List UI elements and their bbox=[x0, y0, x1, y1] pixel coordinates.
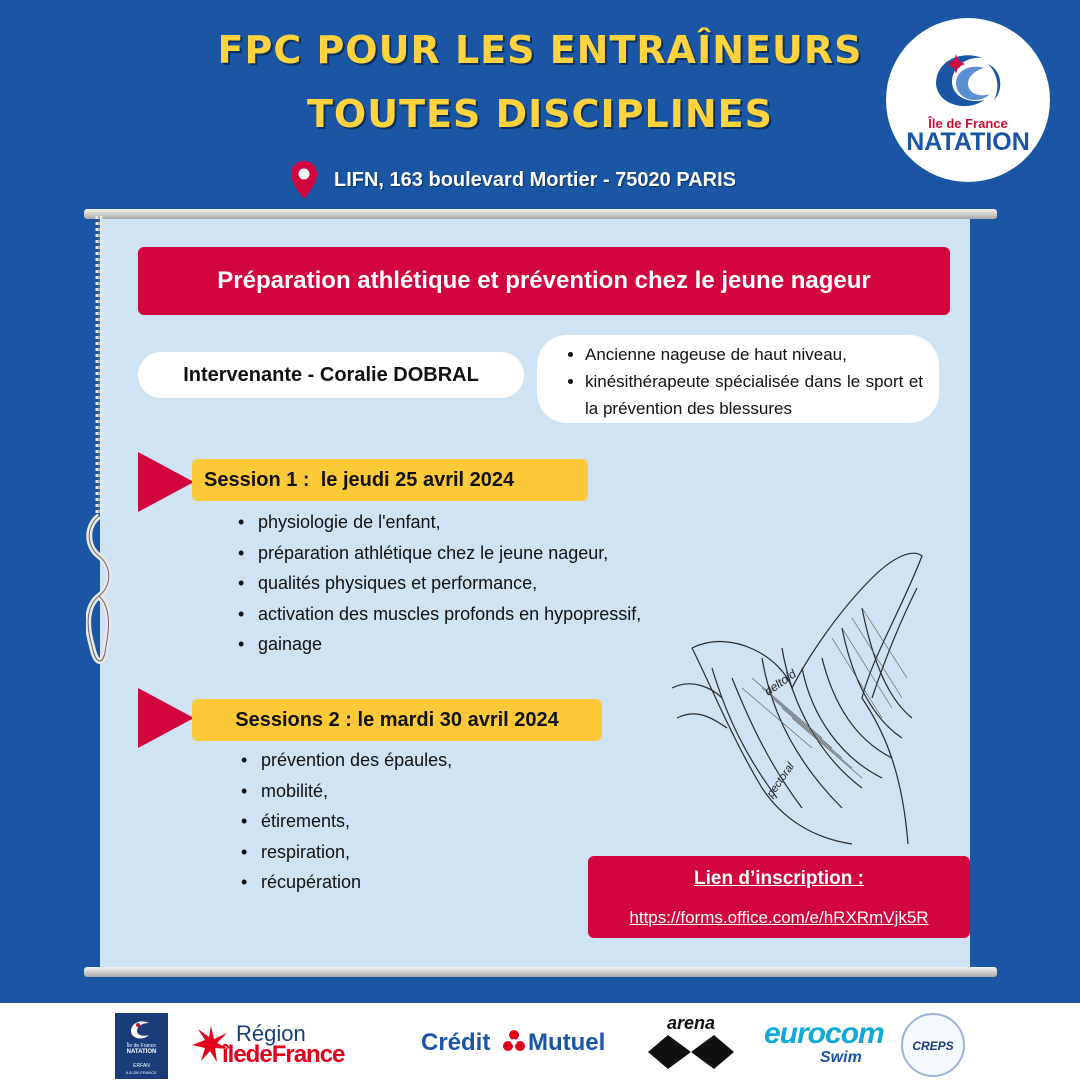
title-line-2: TOUTES DISCIPLINES bbox=[307, 92, 773, 136]
sponsor-footer bbox=[0, 1003, 1080, 1080]
arena-text: arena bbox=[666, 1013, 716, 1033]
registration-box bbox=[588, 856, 970, 938]
scroll-rod-bottom bbox=[84, 967, 997, 977]
arena-diamond-icon bbox=[648, 1035, 734, 1069]
list-item: • respiration, bbox=[241, 842, 452, 873]
eurocom-swim-text: Swim bbox=[820, 1049, 862, 1066]
credit-mutuel-text-2: Mutuel bbox=[528, 1029, 606, 1056]
erfan-line-4: ILE-DE-FRANCE bbox=[126, 1070, 157, 1075]
credit-mutuel-icon bbox=[502, 1029, 526, 1053]
list-item: • gainage bbox=[238, 634, 641, 665]
erfan-line-2: NATATION bbox=[126, 1049, 157, 1055]
logo-line-1: Île de France bbox=[928, 116, 1008, 131]
list-item: • mobilité, bbox=[241, 781, 452, 812]
ffn-idf-logo bbox=[886, 18, 1050, 182]
creps-logo bbox=[901, 1013, 965, 1077]
list-item: • qualités physiques et performance, bbox=[238, 573, 641, 604]
ffn-erfan-logo bbox=[115, 1013, 168, 1079]
region-bottom-text: îledeFrance bbox=[222, 1041, 345, 1068]
play-arrow-icon bbox=[138, 452, 194, 512]
list-item: • prévention des épaules, bbox=[241, 750, 452, 781]
location-pin-icon bbox=[290, 160, 318, 200]
shoulder-muscle-illustration bbox=[672, 548, 934, 846]
rope-icon bbox=[86, 216, 112, 672]
registration-link[interactable]: https://forms.office.com/e/hRXRmVjk5R bbox=[629, 908, 929, 927]
address-text: LIFN, 163 boulevard Mortier - 75020 PARIS bbox=[334, 168, 736, 191]
session-2-title: Sessions 2 : le mardi 30 avril 2024 bbox=[192, 699, 602, 741]
bio-item: • kinésithérapeute spécialisée dans le sport et la prévention des blessures bbox=[585, 368, 923, 422]
list-item: • étirements, bbox=[241, 811, 452, 842]
erfan-line-1: Île de France bbox=[126, 1043, 157, 1049]
pectoral-label: pectoral bbox=[764, 760, 797, 800]
wave-logo-icon bbox=[928, 44, 1008, 116]
list-item: • physiologie de l'enfant, bbox=[238, 512, 641, 543]
list-item: • activation des muscles profonds en hypopressif, bbox=[238, 604, 641, 635]
course-title: Préparation athlétique et prévention chez le jeune nageur bbox=[138, 247, 950, 315]
deltoid-label: deltoid bbox=[761, 666, 799, 699]
creps-text: CREPS bbox=[912, 1039, 954, 1053]
erfan-line-3: ERFAN bbox=[133, 1063, 150, 1069]
list-item: • préparation athlétique chez le jeune nageur, bbox=[238, 543, 641, 574]
speaker-bio bbox=[537, 335, 939, 423]
title-line-1: FPC POUR LES ENTRAÎNEURS bbox=[217, 28, 863, 72]
eurocom-text: eurocom bbox=[764, 1017, 884, 1050]
logo-line-2: NATATION bbox=[906, 128, 1030, 156]
bio-item: • Ancienne nageuse de haut niveau, bbox=[585, 341, 923, 368]
region-top-text: Région bbox=[236, 1021, 306, 1046]
scroll-rod-top bbox=[84, 209, 997, 219]
registration-label: Lien d’inscription : bbox=[694, 868, 864, 889]
speaker-label: Intervenante - Coralie DOBRAL bbox=[138, 352, 524, 398]
session-2-list bbox=[241, 750, 452, 903]
play-arrow-icon bbox=[138, 688, 194, 748]
session-1-list bbox=[238, 512, 641, 665]
credit-mutuel-text-1: Crédit bbox=[421, 1029, 491, 1056]
address bbox=[290, 160, 736, 200]
session-1-title: Session 1 : le jeudi 25 avril 2024 bbox=[192, 459, 588, 501]
list-item: • récupération bbox=[241, 872, 452, 903]
mini-wave-icon bbox=[129, 1019, 153, 1041]
